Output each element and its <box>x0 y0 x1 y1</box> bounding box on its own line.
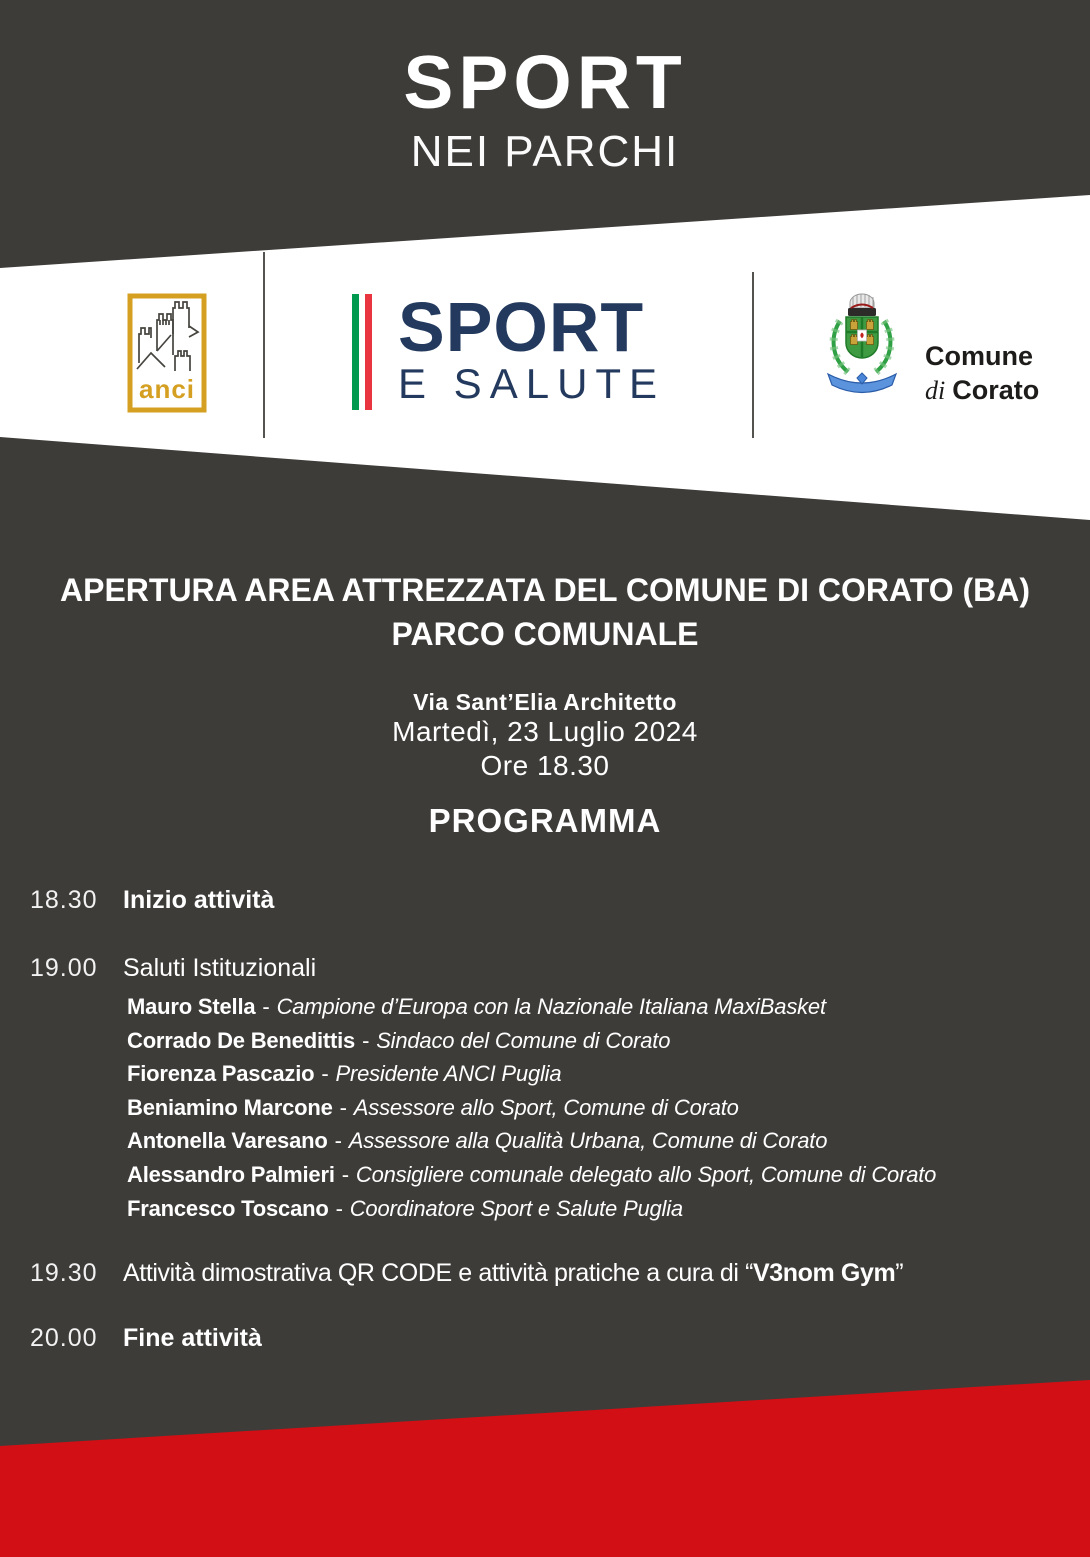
corato-word-corato: Corato <box>952 375 1040 405</box>
program-label: Fine attività <box>123 1324 262 1352</box>
speaker-line <box>127 990 936 1024</box>
speaker-role: Consigliere comunale delegato allo Sport, Comune di Corato <box>355 1161 937 1187</box>
corato-word-di: di <box>925 376 946 405</box>
speaker-role: Campione d’Europa con la Nazionale Italiana MaxiBasket <box>276 994 826 1019</box>
speaker-role: Presidente ANCI Puglia <box>335 1061 562 1087</box>
speaker-separator: - <box>262 994 270 1019</box>
speaker-role: Assessore alla Qualità Urbana, Comune di Corato <box>348 1128 828 1154</box>
flag-stripe-green <box>352 294 359 410</box>
program-label <box>123 1259 903 1288</box>
speaker-line <box>127 1057 936 1091</box>
program-time: 19.30 <box>30 1259 98 1287</box>
speakers-list <box>127 990 936 1225</box>
speaker-line <box>127 1158 936 1192</box>
program-label-text: Attività dimostrativa QR CODE e attività pratiche a cura di “ <box>123 1259 753 1287</box>
event-title-line1: APERTURA AREA ATTREZZATA DEL COMUNE DI CORATO (BA) <box>59 572 1030 608</box>
italian-flag-stripes-icon <box>352 294 372 410</box>
speaker-separator: - <box>334 1128 342 1154</box>
speaker-separator: - <box>341 1161 349 1187</box>
poster-title: SPORT <box>403 40 687 124</box>
speaker-line <box>127 1124 936 1158</box>
speaker-name: Fiorenza Pascazio <box>127 1061 315 1087</box>
speaker-name: Alessandro Palmieri <box>127 1161 335 1187</box>
corato-crest <box>810 288 915 413</box>
sport-e-salute-wordmark <box>398 288 666 410</box>
speaker-name: Mauro Stella <box>127 994 256 1019</box>
logo-divider-left <box>263 252 265 438</box>
speaker-line <box>127 1091 936 1125</box>
event-title-line2: PARCO COMUNALE <box>391 616 699 652</box>
corato-wordmark <box>925 341 1039 406</box>
crest-shield-icon <box>846 317 878 358</box>
event-date: Martedì, 23 Luglio 2024 <box>392 716 698 747</box>
program-time: 19.00 <box>30 954 98 982</box>
speaker-role: Sindaco del Comune di Corato <box>376 1027 671 1053</box>
anci-logo <box>127 293 207 413</box>
sport-e-salute-logo <box>352 288 666 410</box>
speaker-name: Francesco Toscano <box>127 1195 329 1221</box>
flag-stripe-red <box>365 294 372 410</box>
program-time: 20.00 <box>30 1324 98 1352</box>
crest-ribbon-icon <box>828 373 896 393</box>
corato-word-di-corato <box>925 375 1039 406</box>
sport-e-salute-line1: SPORT <box>398 288 645 366</box>
speaker-separator: - <box>335 1195 343 1221</box>
corato-word-comune: Comune <box>925 341 1033 371</box>
sport-e-salute-line2: E SALUTE <box>398 360 666 407</box>
speaker-line <box>127 1192 936 1226</box>
speaker-name: Corrado De Benedittis <box>127 1027 356 1053</box>
crest-crown-icon <box>848 294 876 316</box>
program-label-text: ” <box>895 1259 904 1287</box>
event-start-time: Ore 18.30 <box>480 750 610 781</box>
logo-divider-right <box>752 272 754 438</box>
program-label: Inizio attività <box>123 886 275 914</box>
speaker-name: Beniamino Marcone <box>127 1094 333 1120</box>
speaker-name: Antonella Varesano <box>127 1128 328 1154</box>
speaker-separator: - <box>321 1061 329 1087</box>
event-venue: Via Sant’Elia Architetto <box>413 689 677 715</box>
speaker-role: Assessore allo Sport, Comune di Corato <box>353 1094 739 1120</box>
speaker-role: Coordinatore Sport e Salute Puglia <box>349 1195 683 1221</box>
anci-wordmark: anci <box>138 374 196 404</box>
program-label-bold: V3nom Gym <box>753 1259 896 1287</box>
speaker-separator: - <box>362 1027 370 1053</box>
speaker-separator: - <box>339 1094 347 1120</box>
program-time: 18.30 <box>30 886 98 914</box>
program-heading: PROGRAMMA <box>428 802 662 839</box>
program-label: Saluti Istituzionali <box>123 954 317 982</box>
poster-subtitle: NEI PARCHI <box>410 127 680 176</box>
speaker-line <box>127 1024 936 1058</box>
